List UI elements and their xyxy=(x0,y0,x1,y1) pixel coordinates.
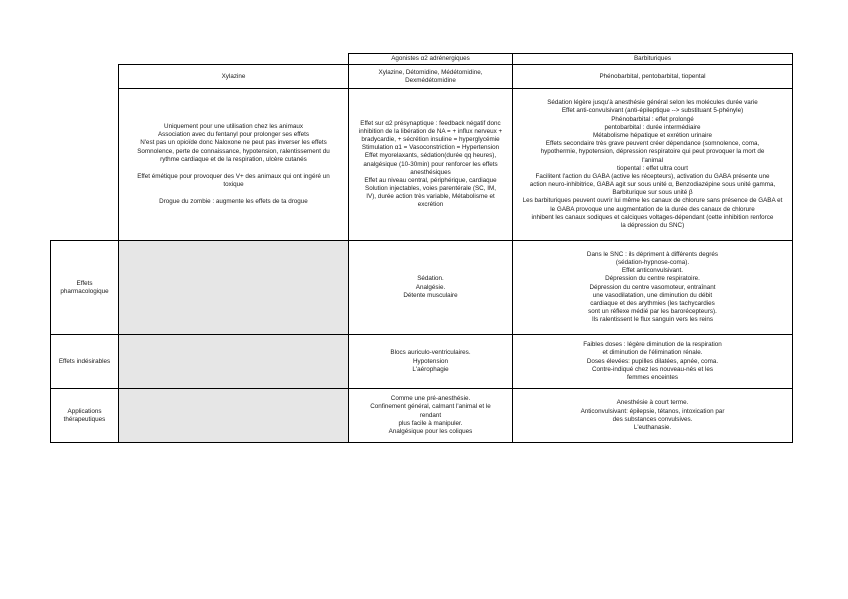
gray-cell-xylazine xyxy=(119,389,349,443)
empty-header-xylazine xyxy=(119,54,349,65)
row-effets-indesirables xyxy=(51,335,793,389)
cell-barbituriques-applications: Anesthésie à court terme. Anticonvulsivant: épilepsie, tétanos, intoxication par des substances convulsives. L'euthanasie. xyxy=(513,389,793,443)
description-xylazine: Uniquement pour une utilisation chez les animaux Association avec du fentanyl pour prolonger ses effets N'est pas un opioïde donc Naloxone ne peut pas inverser les effets Somnolence, perte de connaissance, hypotension, ralentissement du rythme cardiaque et de la respiration, ulcère cutanés Effet émétique pour provoquer des V+ des animaux qui ont ingéré un toxique Drogue du zombie : augmente les effets de ta drogue xyxy=(119,89,349,241)
empty-description-label xyxy=(51,89,119,241)
row-label-effets-indesirables: Effets indésirables xyxy=(51,335,119,389)
empty-subheader-corner xyxy=(51,65,119,89)
gray-cell-xylazine xyxy=(119,335,349,389)
row-label-applications-therapeutiques: Applications thérapeutiques xyxy=(51,389,119,443)
row-applications-therapeutiques xyxy=(51,389,793,443)
subheader-xylazine: Xylazine xyxy=(119,65,349,89)
empty-corner xyxy=(51,54,119,65)
cell-agonistes-indesirables: Blocs auriculo-ventriculaires. Hypotension L'aérophagie xyxy=(349,335,513,389)
description-barbituriques: Sédation légère jusqu'à anesthésie général selon les molécules durée varie Effet anti-convulsivant (anti-épileptique --> substituant 5-phényle) Phénobarbital : effet prolongé pentobarbital : durée intermédiaire Métabolisme hépatique et exrétion urinaire Effets secondaire très grave peuvent créer dépendance (somnolence, coma, hypothermie, hypotension, dépression respiratoire qui peut provoquer la mort de l'animal tiopental : effet ultra court Facilitent l'action du GABA (active les récepteurs), activation du GABA présente une action neuro-inhibitrice, GABA agit sur sous unité α, Benzodiazépine sous unité gamma, Barbiturique sur sous unité β Les barbituriques peuvent ouvrir lui même les canaux de chlorure sans présence de GABA et le GABA provoque une augmentation de la durée des canaux de chlorure inhibent les canaux sodiques et calciques voltages-dépendant (cette inhibition renforce la dépression du SNC) xyxy=(513,89,793,241)
cell-barbituriques-pharmacologique: Dans le SNC : ils dépriment à différents degrés (sédation-hypnose-coma). Effet anticonvulsivant. Dépression du centre respiratoire. Dépression du centre vasomoteur, entraînant une vasodilatation, une diminution du débit cardiaque et des arythmies (les tachycardies sont un réflexe médié par les barorécepteurs). Ils ralentissent le flux sanguin vers les reins xyxy=(513,241,793,335)
header-barbituriques: Barbituriques xyxy=(513,54,793,65)
header-agonistes: Agonistes α2 adrénergiques xyxy=(349,54,513,65)
description-row xyxy=(51,89,793,241)
cell-agonistes-pharmacologique: Sédation. Analgésie. Détente musculaire xyxy=(349,241,513,335)
description-agonistes: Effet sur α2 présynaptique : feedback négatif donc inhibition de la libération de NA = + influx nerveux + bradycardie, + sécrétion insuline = hyperglycémie Stimulation α1 = Vasoconstriction = Hypertension Effet myorelaxants, sédation(durée qq heures), analgésique (10-30min) pour renforcer les effets anesthésiques Effet au niveau central, périphérique, cardiaque Solution injectables, voies parentérale (SC, IM, IV), durée action très variable, Métabolisme et excrétion xyxy=(349,89,513,241)
gray-cell-xylazine xyxy=(119,241,349,335)
row-effets-pharmacologique xyxy=(51,241,793,335)
cell-barbituriques-indesirables: Faibles doses : légère diminution de la respiration et diminution de l'élimination rénale. Doses élevées: pupilles dilatées, apnée, coma. Contre-indiqué chez les nouveau-nés et les femmes enceintes xyxy=(513,335,793,389)
cell-agonistes-applications: Comme une pré-anesthésie. Confinement général, calmant l'animal et le rendant plus facile à manipuler. Analgésique pour les coliques xyxy=(349,389,513,443)
pharmacology-table xyxy=(50,53,793,443)
subheader-agonistes: Xylazine, Détomidine, Médétomidine, Dexmédétomidine xyxy=(349,65,513,89)
row-label-effets-pharmacologique: Effets pharmacologique xyxy=(51,241,119,335)
header-row xyxy=(51,54,793,65)
subheader-barbituriques: Phénobarbital, pentobarbital, tiopental xyxy=(513,65,793,89)
subheader-row xyxy=(51,65,793,89)
